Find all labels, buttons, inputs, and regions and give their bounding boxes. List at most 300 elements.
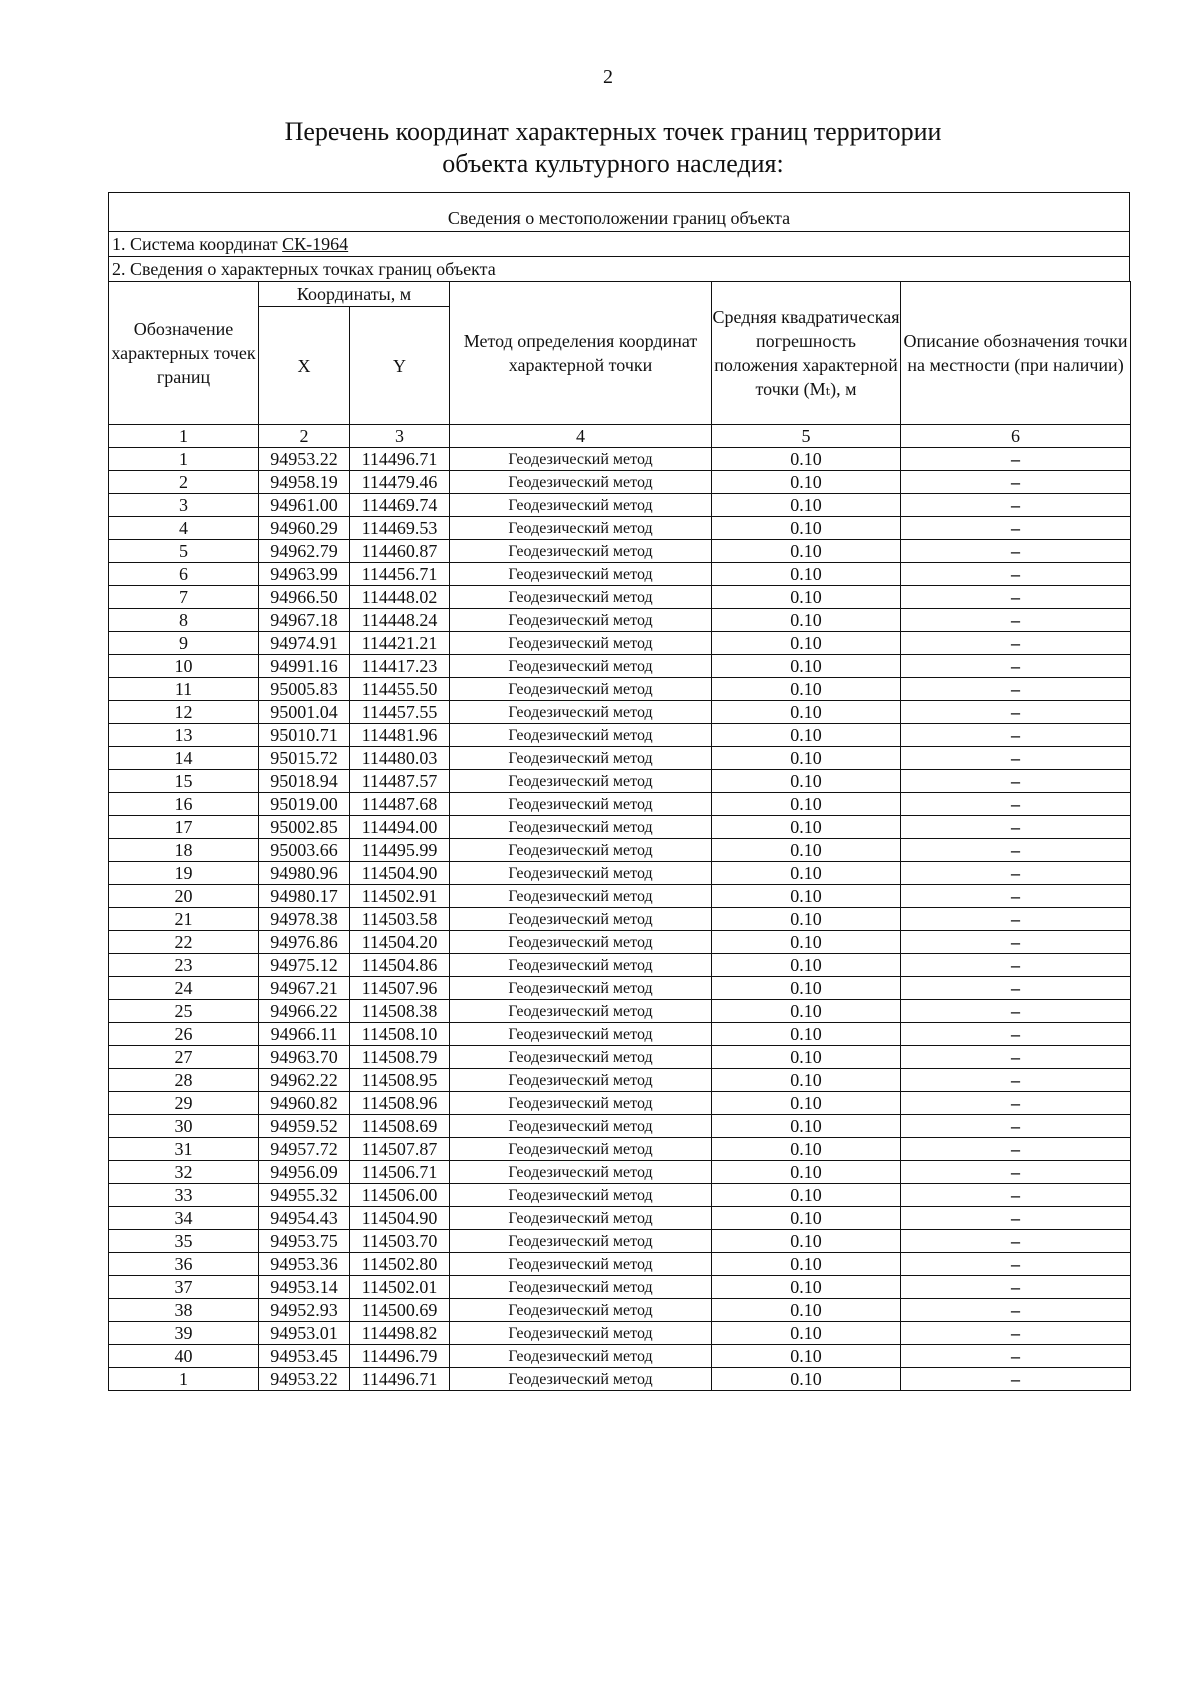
table-row (109, 1230, 1131, 1253)
method-cell: Геодезический метод (450, 494, 712, 517)
x-coordinate-cell: 94954.43 (259, 1207, 350, 1230)
table-row (109, 793, 1131, 816)
description-cell: – (901, 609, 1131, 632)
point-number-cell: 25 (109, 1000, 259, 1023)
description-cell: – (901, 1138, 1131, 1161)
error-cell: 0.10 (712, 1368, 901, 1391)
method-cell: Геодезический метод (450, 1023, 712, 1046)
point-number-cell: 32 (109, 1161, 259, 1184)
x-coordinate-cell: 95018.94 (259, 770, 350, 793)
error-cell: 0.10 (712, 724, 901, 747)
point-number-cell: 37 (109, 1276, 259, 1299)
error-cell: 0.10 (712, 448, 901, 471)
y-coordinate-cell: 114417.23 (350, 655, 450, 678)
x-coordinate-cell: 94966.11 (259, 1023, 350, 1046)
table-row (109, 1253, 1131, 1276)
table-row (109, 1299, 1131, 1322)
x-coordinate-cell: 94961.00 (259, 494, 350, 517)
description-cell: – (901, 724, 1131, 747)
column-number: 1 (109, 425, 259, 448)
x-coordinate-cell: 94974.91 (259, 632, 350, 655)
method-cell: Геодезический метод (450, 793, 712, 816)
point-number-cell: 5 (109, 540, 259, 563)
method-cell: Геодезический метод (450, 885, 712, 908)
y-coordinate-cell: 114469.74 (350, 494, 450, 517)
y-coordinate-cell: 114504.90 (350, 1207, 450, 1230)
description-cell: – (901, 1253, 1131, 1276)
description-cell: – (901, 655, 1131, 678)
table-row (109, 954, 1131, 977)
description-cell: – (901, 908, 1131, 931)
table-row (109, 517, 1131, 540)
description-cell: – (901, 816, 1131, 839)
error-cell: 0.10 (712, 839, 901, 862)
description-cell: – (901, 1184, 1131, 1207)
header-coordinates: Координаты, м (259, 282, 450, 307)
table-row (109, 678, 1131, 701)
error-cell: 0.10 (712, 701, 901, 724)
x-coordinate-cell: 94958.19 (259, 471, 350, 494)
point-number-cell: 28 (109, 1069, 259, 1092)
method-cell: Геодезический метод (450, 908, 712, 931)
x-coordinate-cell: 94962.79 (259, 540, 350, 563)
y-coordinate-cell: 114479.46 (350, 471, 450, 494)
error-cell: 0.10 (712, 1069, 901, 1092)
x-coordinate-cell: 95003.66 (259, 839, 350, 862)
point-number-cell: 35 (109, 1230, 259, 1253)
method-cell: Геодезический метод (450, 1276, 712, 1299)
error-cell: 0.10 (712, 793, 901, 816)
description-cell: – (901, 977, 1131, 1000)
method-cell: Геодезический метод (450, 517, 712, 540)
x-coordinate-cell: 94959.52 (259, 1115, 350, 1138)
method-cell: Геодезический метод (450, 954, 712, 977)
x-coordinate-cell: 94967.21 (259, 977, 350, 1000)
point-number-cell: 15 (109, 770, 259, 793)
x-coordinate-cell: 94978.38 (259, 908, 350, 931)
point-number-cell: 17 (109, 816, 259, 839)
y-coordinate-cell: 114495.99 (350, 839, 450, 862)
y-coordinate-cell: 114494.00 (350, 816, 450, 839)
y-coordinate-cell: 114448.02 (350, 586, 450, 609)
description-cell: – (901, 1069, 1131, 1092)
description-cell: – (901, 540, 1131, 563)
y-coordinate-cell: 114502.91 (350, 885, 450, 908)
table-row (109, 1207, 1131, 1230)
method-cell: Геодезический метод (450, 1000, 712, 1023)
x-coordinate-cell: 94980.17 (259, 885, 350, 908)
error-cell: 0.10 (712, 1092, 901, 1115)
y-coordinate-cell: 114457.55 (350, 701, 450, 724)
point-number-cell: 7 (109, 586, 259, 609)
y-coordinate-cell: 114448.24 (350, 609, 450, 632)
error-cell: 0.10 (712, 1253, 901, 1276)
table-row (109, 448, 1131, 471)
x-coordinate-cell: 94991.16 (259, 655, 350, 678)
error-cell: 0.10 (712, 1184, 901, 1207)
y-coordinate-cell: 114455.50 (350, 678, 450, 701)
error-cell: 0.10 (712, 954, 901, 977)
method-cell: Геодезический метод (450, 816, 712, 839)
y-coordinate-cell: 114487.57 (350, 770, 450, 793)
point-number-cell: 31 (109, 1138, 259, 1161)
error-cell: 0.10 (712, 1115, 901, 1138)
method-cell: Геодезический метод (450, 563, 712, 586)
x-coordinate-cell: 94963.70 (259, 1046, 350, 1069)
method-cell: Геодезический метод (450, 471, 712, 494)
table-row (109, 563, 1131, 586)
error-cell: 0.10 (712, 609, 901, 632)
y-coordinate-cell: 114504.90 (350, 862, 450, 885)
table-row (109, 1368, 1131, 1391)
table-row (109, 724, 1131, 747)
y-coordinate-cell: 114481.96 (350, 724, 450, 747)
error-cell: 0.10 (712, 632, 901, 655)
y-coordinate-cell: 114500.69 (350, 1299, 450, 1322)
method-cell: Геодезический метод (450, 678, 712, 701)
table-row (109, 586, 1131, 609)
page-number: 2 (603, 66, 613, 88)
method-cell: Геодезический метод (450, 977, 712, 1000)
point-number-cell: 8 (109, 609, 259, 632)
x-coordinate-cell: 94960.29 (259, 517, 350, 540)
y-coordinate-cell: 114506.71 (350, 1161, 450, 1184)
method-cell: Геодезический метод (450, 1092, 712, 1115)
point-number-cell: 16 (109, 793, 259, 816)
table-row (109, 1322, 1131, 1345)
method-cell: Геодезический метод (450, 862, 712, 885)
y-coordinate-cell: 114469.53 (350, 517, 450, 540)
method-cell: Геодезический метод (450, 1161, 712, 1184)
table-row (109, 747, 1131, 770)
method-cell: Геодезический метод (450, 586, 712, 609)
error-cell: 0.10 (712, 494, 901, 517)
point-number-cell: 1 (109, 1368, 259, 1391)
x-coordinate-cell: 94953.14 (259, 1276, 350, 1299)
point-number-cell: 13 (109, 724, 259, 747)
x-coordinate-cell: 94967.18 (259, 609, 350, 632)
y-coordinate-cell: 114496.79 (350, 1345, 450, 1368)
description-cell: – (901, 1000, 1131, 1023)
table-row (109, 1138, 1131, 1161)
header-error: Средняя квадратическая погрешность положения характерной точки (Mₜ), м (712, 282, 901, 425)
point-number-cell: 34 (109, 1207, 259, 1230)
description-cell: – (901, 1230, 1131, 1253)
column-number: 3 (350, 425, 450, 448)
y-coordinate-cell: 114504.86 (350, 954, 450, 977)
table-row (109, 908, 1131, 931)
point-number-cell: 24 (109, 977, 259, 1000)
coordinate-system-row (108, 231, 1130, 256)
y-coordinate-cell: 114480.03 (350, 747, 450, 770)
method-cell: Геодезический метод (450, 632, 712, 655)
method-cell: Геодезический метод (450, 1322, 712, 1345)
x-coordinate-cell: 94953.36 (259, 1253, 350, 1276)
description-cell: – (901, 1345, 1131, 1368)
error-cell: 0.10 (712, 540, 901, 563)
y-coordinate-cell: 114507.96 (350, 977, 450, 1000)
error-cell: 0.10 (712, 678, 901, 701)
point-number-cell: 38 (109, 1299, 259, 1322)
method-cell: Геодезический метод (450, 609, 712, 632)
method-cell: Геодезический метод (450, 655, 712, 678)
method-cell: Геодезический метод (450, 1069, 712, 1092)
error-cell: 0.10 (712, 1207, 901, 1230)
points-info-row: 2. Сведения о характерных точках границ объекта (108, 256, 1130, 281)
table-row (109, 1046, 1131, 1069)
table-row (109, 1345, 1131, 1368)
x-coordinate-cell: 95001.04 (259, 701, 350, 724)
point-number-cell: 20 (109, 885, 259, 908)
error-cell: 0.10 (712, 1276, 901, 1299)
y-coordinate-cell: 114456.71 (350, 563, 450, 586)
description-cell: – (901, 1299, 1131, 1322)
point-number-cell: 22 (109, 931, 259, 954)
error-cell: 0.10 (712, 517, 901, 540)
x-coordinate-cell: 94952.93 (259, 1299, 350, 1322)
error-cell: 0.10 (712, 586, 901, 609)
description-cell: – (901, 494, 1131, 517)
error-cell: 0.10 (712, 770, 901, 793)
description-cell: – (901, 1368, 1131, 1391)
table-row (109, 770, 1131, 793)
y-coordinate-cell: 114503.58 (350, 908, 450, 931)
description-cell: – (901, 954, 1131, 977)
method-cell: Геодезический метод (450, 724, 712, 747)
method-cell: Геодезический метод (450, 701, 712, 724)
point-number-cell: 36 (109, 1253, 259, 1276)
method-cell: Геодезический метод (450, 1138, 712, 1161)
y-coordinate-cell: 114508.95 (350, 1069, 450, 1092)
point-number-cell: 11 (109, 678, 259, 701)
error-cell: 0.10 (712, 1322, 901, 1345)
table-row (109, 931, 1131, 954)
description-cell: – (901, 678, 1131, 701)
y-coordinate-cell: 114507.87 (350, 1138, 450, 1161)
description-cell: – (901, 1023, 1131, 1046)
column-number: 2 (259, 425, 350, 448)
error-cell: 0.10 (712, 862, 901, 885)
point-number-cell: 40 (109, 1345, 259, 1368)
description-cell: – (901, 770, 1131, 793)
point-number-cell: 18 (109, 839, 259, 862)
header-method: Метод определения координат характерной точки (450, 282, 712, 425)
column-number: 4 (450, 425, 712, 448)
description-cell: – (901, 586, 1131, 609)
header-x: X (259, 307, 350, 425)
method-cell: Геодезический метод (450, 540, 712, 563)
point-number-cell: 4 (109, 517, 259, 540)
header-description: Описание обозначения точки на местности (при наличии) (901, 282, 1131, 425)
y-coordinate-cell: 114506.00 (350, 1184, 450, 1207)
x-coordinate-cell: 95015.72 (259, 747, 350, 770)
error-cell: 0.10 (712, 1138, 901, 1161)
x-coordinate-cell: 94953.22 (259, 1368, 350, 1391)
description-cell: – (901, 1276, 1131, 1299)
x-coordinate-cell: 94956.09 (259, 1161, 350, 1184)
description-cell: – (901, 931, 1131, 954)
description-cell: – (901, 563, 1131, 586)
method-cell: Геодезический метод (450, 448, 712, 471)
description-cell: – (901, 471, 1131, 494)
description-cell: – (901, 1161, 1131, 1184)
y-coordinate-cell: 114508.10 (350, 1023, 450, 1046)
point-number-cell: 1 (109, 448, 259, 471)
document-title (0, 116, 1200, 180)
description-cell: – (901, 1322, 1131, 1345)
description-cell: – (901, 1046, 1131, 1069)
point-number-cell: 33 (109, 1184, 259, 1207)
y-coordinate-cell: 114508.79 (350, 1046, 450, 1069)
column-number-row (109, 425, 1131, 448)
y-coordinate-cell: 114504.20 (350, 931, 450, 954)
method-cell: Геодезический метод (450, 747, 712, 770)
x-coordinate-cell: 94966.50 (259, 586, 350, 609)
method-cell: Геодезический метод (450, 1345, 712, 1368)
y-coordinate-cell: 114496.71 (350, 1368, 450, 1391)
description-cell: – (901, 885, 1131, 908)
x-coordinate-cell: 94960.82 (259, 1092, 350, 1115)
coordinates-table (108, 281, 1131, 1391)
error-cell: 0.10 (712, 977, 901, 1000)
table-row (109, 655, 1131, 678)
method-cell: Геодезический метод (450, 931, 712, 954)
description-cell: – (901, 793, 1131, 816)
x-coordinate-cell: 95002.85 (259, 816, 350, 839)
table-row (109, 471, 1131, 494)
error-cell: 0.10 (712, 1046, 901, 1069)
table-main-header: Сведения о местоположении границ объекта (108, 192, 1130, 231)
table-row (109, 885, 1131, 908)
point-number-cell: 10 (109, 655, 259, 678)
x-coordinate-cell: 94953.01 (259, 1322, 350, 1345)
method-cell: Геодезический метод (450, 1046, 712, 1069)
description-cell: – (901, 1115, 1131, 1138)
error-cell: 0.10 (712, 471, 901, 494)
point-number-cell: 19 (109, 862, 259, 885)
y-coordinate-cell: 114487.68 (350, 793, 450, 816)
x-coordinate-cell: 95005.83 (259, 678, 350, 701)
table-row (109, 701, 1131, 724)
x-coordinate-cell: 94980.96 (259, 862, 350, 885)
y-coordinate-cell: 114460.87 (350, 540, 450, 563)
method-cell: Геодезический метод (450, 1115, 712, 1138)
x-coordinate-cell: 94976.86 (259, 931, 350, 954)
point-number-cell: 21 (109, 908, 259, 931)
x-coordinate-cell: 94966.22 (259, 1000, 350, 1023)
y-coordinate-cell: 114502.01 (350, 1276, 450, 1299)
method-cell: Геодезический метод (450, 1184, 712, 1207)
table-row (109, 494, 1131, 517)
x-coordinate-cell: 94957.72 (259, 1138, 350, 1161)
table-row (109, 839, 1131, 862)
column-number: 5 (712, 425, 901, 448)
description-cell: – (901, 1092, 1131, 1115)
y-coordinate-cell: 114502.80 (350, 1253, 450, 1276)
table-row (109, 1161, 1131, 1184)
x-coordinate-cell: 94962.22 (259, 1069, 350, 1092)
method-cell: Геодезический метод (450, 1299, 712, 1322)
point-number-cell: 14 (109, 747, 259, 770)
point-number-cell: 6 (109, 563, 259, 586)
table-row (109, 862, 1131, 885)
method-cell: Геодезический метод (450, 1368, 712, 1391)
error-cell: 0.10 (712, 1023, 901, 1046)
x-coordinate-cell: 94963.99 (259, 563, 350, 586)
point-number-cell: 39 (109, 1322, 259, 1345)
table-row (109, 1115, 1131, 1138)
table-row (109, 1000, 1131, 1023)
x-coordinate-cell: 94953.45 (259, 1345, 350, 1368)
point-number-cell: 2 (109, 471, 259, 494)
header-y: Y (350, 307, 450, 425)
error-cell: 0.10 (712, 655, 901, 678)
point-number-cell: 3 (109, 494, 259, 517)
y-coordinate-cell: 114421.21 (350, 632, 450, 655)
method-cell: Геодезический метод (450, 1230, 712, 1253)
y-coordinate-cell: 114508.96 (350, 1092, 450, 1115)
error-cell: 0.10 (712, 885, 901, 908)
point-number-cell: 23 (109, 954, 259, 977)
point-number-cell: 26 (109, 1023, 259, 1046)
error-cell: 0.10 (712, 816, 901, 839)
description-cell: – (901, 1207, 1131, 1230)
table-row (109, 1184, 1131, 1207)
method-cell: Геодезический метод (450, 770, 712, 793)
title-line-1: Перечень координат характерных точек границ территории (284, 117, 942, 146)
error-cell: 0.10 (712, 1345, 901, 1368)
coordinates-table-block (108, 192, 1130, 1391)
table-row (109, 609, 1131, 632)
table-row (109, 632, 1131, 655)
x-coordinate-cell: 94953.22 (259, 448, 350, 471)
title-line-2: объекта культурного наследия: (442, 149, 784, 178)
error-cell: 0.10 (712, 1230, 901, 1253)
table-row (109, 1069, 1131, 1092)
table-row (109, 1023, 1131, 1046)
description-cell: – (901, 701, 1131, 724)
description-cell: – (901, 747, 1131, 770)
y-coordinate-cell: 114503.70 (350, 1230, 450, 1253)
error-cell: 0.10 (712, 747, 901, 770)
description-cell: – (901, 448, 1131, 471)
table-row (109, 977, 1131, 1000)
point-number-cell: 30 (109, 1115, 259, 1138)
point-number-cell: 9 (109, 632, 259, 655)
error-cell: 0.10 (712, 1161, 901, 1184)
description-cell: – (901, 862, 1131, 885)
point-number-cell: 27 (109, 1046, 259, 1069)
error-cell: 0.10 (712, 1299, 901, 1322)
y-coordinate-cell: 114508.69 (350, 1115, 450, 1138)
description-cell: – (901, 517, 1131, 540)
table-row (109, 1092, 1131, 1115)
table-row (109, 1276, 1131, 1299)
description-cell: – (901, 839, 1131, 862)
table-row (109, 540, 1131, 563)
y-coordinate-cell: 114498.82 (350, 1322, 450, 1345)
description-cell: – (901, 632, 1131, 655)
error-cell: 0.10 (712, 931, 901, 954)
coordinate-system-label: 1. Система координат (112, 234, 278, 254)
point-number-cell: 29 (109, 1092, 259, 1115)
x-coordinate-cell: 95019.00 (259, 793, 350, 816)
x-coordinate-cell: 94953.75 (259, 1230, 350, 1253)
error-cell: 0.10 (712, 908, 901, 931)
method-cell: Геодезический метод (450, 1253, 712, 1276)
y-coordinate-cell: 114496.71 (350, 448, 450, 471)
method-cell: Геодезический метод (450, 839, 712, 862)
